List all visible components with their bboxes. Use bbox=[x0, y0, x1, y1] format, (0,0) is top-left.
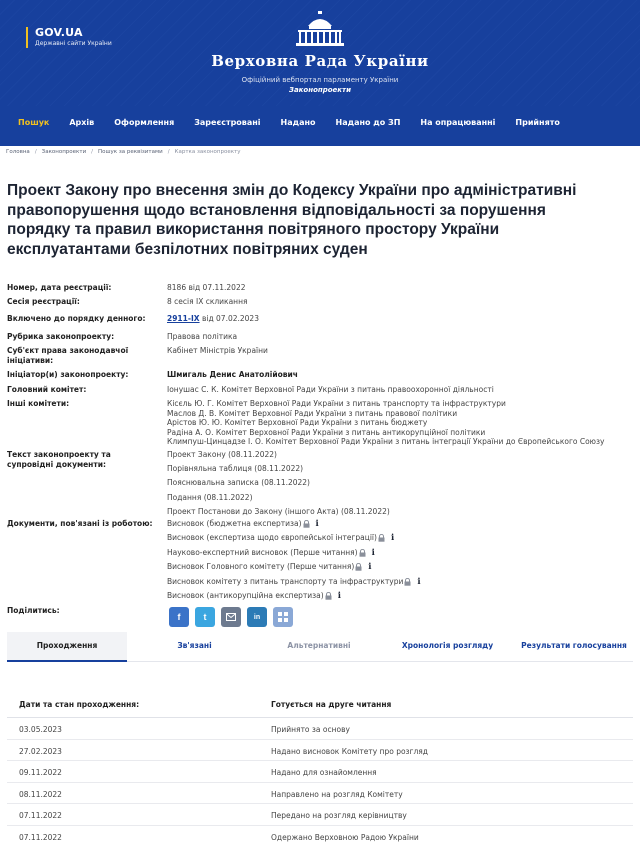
facebook-icon: f bbox=[177, 612, 181, 622]
related-docs-label: Документи, пов'язані із роботою: bbox=[7, 519, 153, 528]
tab-related[interactable]: Зв'язані bbox=[177, 641, 212, 650]
agenda-value bbox=[167, 314, 637, 324]
table-row bbox=[7, 783, 633, 805]
breadcrumb-separator: / bbox=[34, 148, 37, 155]
twitter-icon: t bbox=[203, 612, 207, 622]
committee-item: Арістов Ю. Ю. Комітет Верховної Ради України з питань бюджету bbox=[167, 418, 428, 428]
stage-event: Надано для ознайомлення bbox=[271, 768, 377, 778]
linkedin-icon: in bbox=[253, 613, 261, 621]
section-title: Законопроекти bbox=[288, 86, 352, 94]
column-header-dates: Дати та стан проходження: bbox=[19, 700, 140, 709]
related-doc-item[interactable] bbox=[167, 560, 637, 574]
lock-icon bbox=[303, 520, 310, 528]
text-doc-link[interactable]: Проект Постанови до Закону (іншого Акта) (08.11.2022) bbox=[167, 506, 390, 516]
text-doc-link[interactable]: Пояснювальна записка (08.11.2022) bbox=[167, 478, 310, 488]
rubric-value: Правова політика bbox=[167, 332, 238, 341]
initiator-label: Ініціатор(и) законопроекту: bbox=[7, 370, 129, 379]
breadcrumb-separator: / bbox=[167, 148, 170, 155]
other-committees-list bbox=[167, 399, 637, 447]
related-doc-title[interactable]: Висновок комітету з питань транспорту та інфраструктури bbox=[167, 576, 404, 586]
main-committee-value: Іонушас С. К. Комітет Верховної Ради України з питань правоохоронної діяльності bbox=[167, 385, 494, 394]
agenda-link[interactable]: 2911-IX bbox=[167, 314, 200, 323]
stage-event: Одержано Верховною Радою України bbox=[271, 832, 419, 842]
related-doc-title[interactable]: Науково-експертний висновок (Перше читання) bbox=[167, 547, 358, 557]
related-doc-item[interactable] bbox=[167, 531, 637, 545]
stage-event: Прийнято за основу bbox=[271, 725, 350, 734]
tab-chronology[interactable]: Хронологія розгляду bbox=[401, 641, 494, 650]
tab-passage[interactable]: Проходження bbox=[7, 632, 127, 662]
stage-event: Надано висновок Комітету про розгляд bbox=[271, 746, 428, 756]
rubric-label: Рубрика законопроекту: bbox=[7, 332, 115, 341]
email-icon bbox=[226, 613, 236, 621]
share-facebook-button[interactable] bbox=[169, 607, 189, 627]
lock-icon bbox=[378, 534, 385, 542]
share-twitter-button[interactable] bbox=[195, 607, 215, 627]
info-icon[interactable]: i bbox=[337, 590, 341, 601]
breadcrumb bbox=[6, 146, 246, 157]
gov-ua-title: GOV.UA bbox=[35, 26, 83, 39]
nav-item-drafting[interactable]: Оформлення bbox=[114, 118, 175, 127]
stages-table bbox=[7, 690, 633, 846]
related-doc-item[interactable] bbox=[167, 517, 637, 531]
committee-item: Маслов Д. В. Комітет Верховної Ради України з питань правової політики bbox=[167, 408, 458, 418]
nav-item-adopted[interactable]: Прийнято bbox=[515, 118, 560, 127]
related-doc-item[interactable] bbox=[167, 546, 637, 560]
stage-date: 07.11.2022 bbox=[19, 811, 62, 821]
breadcrumb-home[interactable]: Головна bbox=[6, 148, 30, 155]
related-docs-list bbox=[167, 517, 637, 603]
table-row bbox=[7, 761, 633, 783]
info-icon[interactable]: i bbox=[371, 547, 375, 558]
main-nav bbox=[16, 112, 578, 134]
lock-icon bbox=[355, 563, 362, 571]
breadcrumb-current: Картка законопроекту bbox=[174, 148, 241, 155]
info-icon[interactable]: i bbox=[417, 576, 421, 587]
share-label: Поділитись: bbox=[7, 606, 60, 615]
stage-date: 08.11.2022 bbox=[19, 789, 62, 799]
share-linkedin-button[interactable] bbox=[247, 607, 267, 627]
info-icon[interactable]: i bbox=[390, 533, 395, 544]
tab-voting-results[interactable]: Результати голосування bbox=[521, 641, 627, 650]
stage-event: Передано на розгляд керівництву bbox=[271, 811, 407, 821]
table-row bbox=[7, 718, 633, 740]
share-grid-icon bbox=[278, 612, 288, 622]
info-icon[interactable]: i bbox=[368, 562, 372, 573]
related-doc-title[interactable]: Висновок Головного комітету (Перше читання) bbox=[167, 562, 355, 572]
table-row bbox=[7, 826, 633, 846]
committee-item: Радіна А. О. Комітет Верховної Ради України з питань антикорупційної політики bbox=[167, 427, 486, 437]
share-more-button[interactable] bbox=[273, 607, 293, 627]
nav-item-search[interactable]: Пошук bbox=[18, 118, 50, 127]
breadcrumb-bills[interactable]: Законопроекти bbox=[41, 148, 87, 155]
committee-item: Климпуш-Цинцадзе І. О. Комітет Верховної Ради України з питань інтеграції України до Європейського Союзу bbox=[167, 437, 605, 447]
stage-date: 07.11.2022 bbox=[19, 832, 62, 842]
other-committees-label: Інші комітети: bbox=[7, 399, 70, 408]
gov-ua-logo[interactable] bbox=[26, 27, 112, 48]
lock-icon bbox=[325, 592, 332, 600]
text-doc-link[interactable]: Подання (08.11.2022) bbox=[167, 492, 253, 502]
nav-item-submitted[interactable]: Надано bbox=[280, 118, 316, 127]
gov-ua-subtitle: Державні сайти України bbox=[35, 40, 112, 47]
stage-event: Направлено на розгляд Комітету bbox=[271, 789, 403, 799]
related-doc-title[interactable]: Висновок (експертиза щодо європейської інтеграції) bbox=[167, 533, 377, 543]
info-icon[interactable]: i bbox=[315, 519, 319, 529]
tab-alternative: Альтернативні bbox=[287, 641, 351, 650]
initiator-value: Шмигаль Денис Анатолійович bbox=[167, 370, 298, 379]
breadcrumb-search[interactable]: Пошук за реквізитами bbox=[98, 148, 163, 155]
subject-label: Суб'єкт права законодавчої ініціативи: bbox=[7, 346, 129, 365]
page-title: Проект Закону про внесення змін до Кодексу України про адміністративні правопорушення щодо встановлення відповідальності за порушення порядку та правил використання повітряного простору України експлуатантами безпілотних повітряних суден bbox=[7, 182, 577, 258]
portal-subtitle: Офіційний вебпортал парламенту України bbox=[241, 76, 399, 84]
subject-value: Кабінет Міністрів України bbox=[167, 346, 268, 355]
share-buttons bbox=[169, 607, 299, 627]
related-doc-item[interactable] bbox=[167, 575, 637, 589]
committee-item: Кісєль Ю. Г. Комітет Верховної Ради України з питань транспорту та інфраструктури bbox=[167, 399, 506, 408]
nav-item-submitted-zp[interactable]: Надано до ЗП bbox=[335, 118, 401, 127]
related-doc-item[interactable] bbox=[167, 589, 637, 603]
breadcrumb-separator: / bbox=[91, 148, 94, 155]
main-committee-label: Головний комітет: bbox=[7, 385, 87, 394]
related-doc-title[interactable]: Висновок (бюджетна експертиза) bbox=[167, 519, 302, 528]
agenda-label: Включено до порядку денного: bbox=[7, 314, 146, 323]
text-doc-link[interactable]: Проект Закону (08.11.2022) bbox=[167, 450, 277, 459]
registration-label: Номер, дата реєстрації: bbox=[7, 283, 112, 292]
lock-icon bbox=[404, 578, 411, 586]
bill-tabs bbox=[7, 632, 633, 662]
table-row bbox=[7, 740, 633, 762]
table-header bbox=[7, 690, 633, 718]
texts-list bbox=[167, 450, 637, 519]
share-email-button[interactable] bbox=[221, 607, 241, 627]
related-doc-title[interactable]: Висновок (антикорупційна експертиза) bbox=[167, 590, 324, 600]
stage-date: 27.02.2023 bbox=[19, 746, 62, 756]
agenda-date: від 07.02.2023 bbox=[199, 314, 259, 323]
nav-item-archive[interactable]: Архів bbox=[69, 118, 95, 127]
nav-item-registered[interactable]: Зареєстровані bbox=[194, 118, 261, 127]
stage-date: 03.05.2023 bbox=[19, 725, 62, 734]
session-label: Сесія реєстрації: bbox=[7, 297, 80, 306]
text-doc-link[interactable]: Порівняльна таблиця (08.11.2022) bbox=[167, 464, 304, 474]
lock-icon bbox=[359, 549, 366, 557]
site-header bbox=[0, 0, 640, 146]
registration-value: 8186 від 07.11.2022 bbox=[167, 283, 246, 292]
nav-item-in-progress[interactable]: На опрацюванні bbox=[420, 118, 496, 127]
session-value: 8 сесія IX скликання bbox=[167, 297, 248, 306]
column-header-status: Готується на друге читання bbox=[271, 700, 392, 709]
table-row bbox=[7, 804, 633, 826]
site-brand-title[interactable]: Верховна Рада України bbox=[211, 52, 429, 70]
stage-date: 09.11.2022 bbox=[19, 768, 62, 778]
parliament-building-icon bbox=[290, 10, 350, 48]
texts-label: Текст законопроекту та супровідні документи: bbox=[7, 450, 111, 469]
